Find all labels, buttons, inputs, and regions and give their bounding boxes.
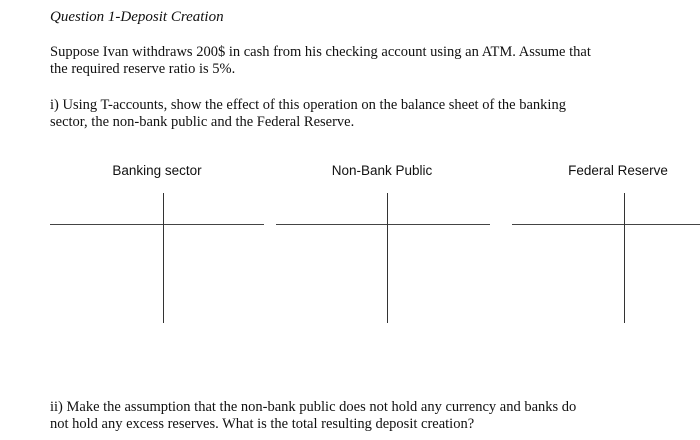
t-account-label-non-bank-public: Non-Bank Public (331, 163, 433, 178)
t-account-label-banking-sector: Banking sector (112, 163, 202, 178)
part-i-prompt (50, 97, 566, 131)
t-account-horizontal-rule (512, 224, 700, 225)
t-account-vertical-rule (624, 193, 625, 323)
part-ii-line-2: not hold any excess reserves. What is the total resulting deposit creation? (50, 416, 475, 432)
t-account-vertical-rule (163, 193, 164, 323)
question-title: Question 1-Deposit Creation (50, 9, 224, 25)
part-ii-line-1: ii) Make the assumption that the non-bank public does not hold any currency and banks do (50, 399, 577, 415)
t-account-vertical-rule (387, 193, 388, 323)
t-account-horizontal-rule (50, 224, 264, 225)
part-i-line-1: i) Using T-accounts, show the effect of this operation on the balance sheet of the banking (50, 97, 566, 113)
t-account-horizontal-rule (276, 224, 490, 225)
t-account-label-federal-reserve: Federal Reserve (568, 163, 668, 178)
question-intro (50, 44, 591, 78)
intro-line-2: the required reserve ratio is 5%. (50, 61, 236, 77)
part-i-line-2: sector, the non-bank public and the Federal Reserve. (50, 114, 355, 130)
part-ii-prompt (50, 399, 576, 433)
intro-line-1: Suppose Ivan withdraws 200$ in cash from his checking account using an ATM. Assume that (50, 44, 591, 60)
